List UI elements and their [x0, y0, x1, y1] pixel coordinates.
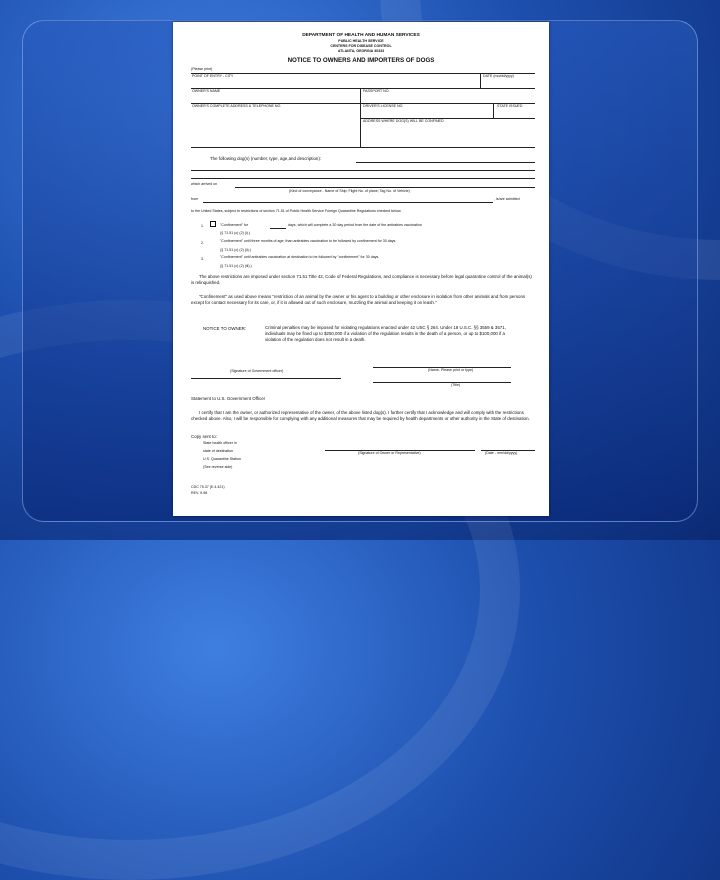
notice-to-owner-label: NOTICE TO OWNER: [203, 326, 247, 331]
service-heading: PUBLIC HEALTH SERVICE [338, 39, 384, 43]
signature-line [191, 378, 341, 379]
date-label: DATE (mo/dd/yyyy) [483, 74, 514, 78]
copy-sent-to-label: Copy sent to: [191, 434, 217, 439]
item-1-ref: (§ 71.51 (c) (2) (i).) [220, 231, 251, 235]
conveyance-note: (Kind of conveyance - Name of Ship; Flight No. of plane; Tag No. of Vehicle) [289, 189, 410, 193]
grid-line [480, 73, 481, 88]
fill-line [356, 162, 535, 163]
copy-recipient: U.S. Quarantine Station [203, 457, 241, 461]
confinement-definition: "Confinement" as used above means "restriction of an animal by the owner or his agent to a building or other enclosure in isolation from other animals and from persons except for contact necessary for its care, or, if it is allowed out of such enclosure, muzzling the animal and keeping it on leash." [191, 294, 526, 306]
following-dogs-label: The following dog(s) (number, type, age,and description): [210, 156, 322, 161]
drivers-license-label: DRIVER'S LICENSE NO. [363, 104, 404, 108]
grid-line [191, 147, 535, 148]
item-1-checkbox[interactable] [210, 221, 216, 227]
item-1-text-a: "Confinement" for [220, 223, 249, 227]
item-2-number: 2. [201, 241, 204, 245]
form-revision: REV. 9-98 [191, 491, 208, 495]
owners-address-label: OWNER'S COMPLETE ADDRESS & TELEPHONE NO. [192, 104, 282, 108]
statement-heading: Statement to U.S. Government Officer [191, 396, 266, 401]
copy-recipient: state of destination [203, 449, 234, 453]
item-1-number: 1. [201, 224, 204, 228]
item-2-ref: (§ 71.51 (c) (2) (ii).) [220, 248, 251, 252]
document-page [173, 22, 549, 516]
item-3-ref: (§ 71.51 (c) (2) (iii).) [220, 264, 252, 268]
from-label: from [191, 197, 199, 201]
item-3-text: "Confinement" until antirabies vaccination at destination to be followed by "confinement" for 30 days. [220, 255, 380, 259]
arrived-on-label: which arrived on [191, 182, 218, 186]
city-heading: ATLANTA, GEORGIA 30333 [337, 49, 385, 53]
date-caption: (Date - mm/dd/yyyy) [485, 451, 518, 455]
officer-signature-caption: (Signature of Government officer) [230, 369, 284, 373]
item-3-number: 3. [201, 257, 204, 261]
please-print-note: (Please print) [191, 67, 213, 71]
fill-line [203, 202, 493, 203]
port-of-entry-label: POINT OF ENTRY - CITY [192, 74, 234, 78]
fill-line [235, 187, 535, 188]
center-heading: CENTERS FOR DISEASE CONTROL [330, 44, 392, 48]
owners-name-label: OWNER'S NAME [192, 89, 221, 93]
copy-recipient: (See reverse side) [203, 465, 233, 469]
form-title: NOTICE TO OWNERS AND IMPORTERS OF DOGS [287, 57, 435, 64]
item-1-text-b: days, which will complete a 30 day period from the date of the antirabies vaccination [288, 223, 422, 227]
grid-line [493, 103, 494, 118]
title-caption: (Title) [451, 383, 461, 387]
name-type-caption: (Name- Please print or type) [428, 368, 474, 372]
state-issued-label: STATE ISSUED [497, 104, 523, 108]
department-heading: DEPARTMENT OF HEALTH AND HUMAN SERVICES [302, 33, 420, 38]
fill-line [270, 228, 286, 229]
passport-label: PASSPORT NO. [363, 89, 390, 93]
notice-to-owner-text: Criminal penalties may be imposed for violating regulations enacted under 42 USC § 264. Under 18 U.S.C. §§ 3559 & 3571, individuals may be fined up to $250,000 if a violation of the regulation results in the death of a person, or up to $100,000 if a violation of the regulation does not result in a death. [265, 325, 506, 342]
confined-address-label: ADDRESS WHERE DOG(S) WILL BE CONFINED [363, 119, 444, 123]
form-number: CDC 75.37 (E.4.421) [191, 485, 225, 489]
admitted-label: , is/are admitted [494, 197, 520, 201]
fill-line [191, 170, 535, 171]
statement-text: I certify that I am the owner, or authorized representative of the owner, of the above listed dog(s). I further certify that I acknowledge and will comply with the restrictions checked above. Also, I will be responsible for complying with any additional measures that may be required by health departments or other authority in the State of destination. [191, 410, 530, 422]
owner-signature-caption: (Signature of Owner or Representative) [358, 451, 421, 455]
restrictions-paragraph: The above restrictions are imposed under section 71.51 Title 42, Code of Federal Regulations, and compliance is necessary before legal quarantine control of the animal(s) is relinquished. [191, 274, 532, 286]
to-us-text: to the United States, subject to restrictions of section 71.51 of Public Health Service Foreign Quarantine Regulations checked below. [191, 209, 402, 213]
item-2-text: "Confinement" until three months of age; than antirabies vaccination to be followed by confinement for 30 days. [220, 239, 397, 243]
fill-line [191, 178, 535, 179]
signature-line [373, 382, 511, 383]
copy-recipient: State health officer in [203, 441, 237, 445]
